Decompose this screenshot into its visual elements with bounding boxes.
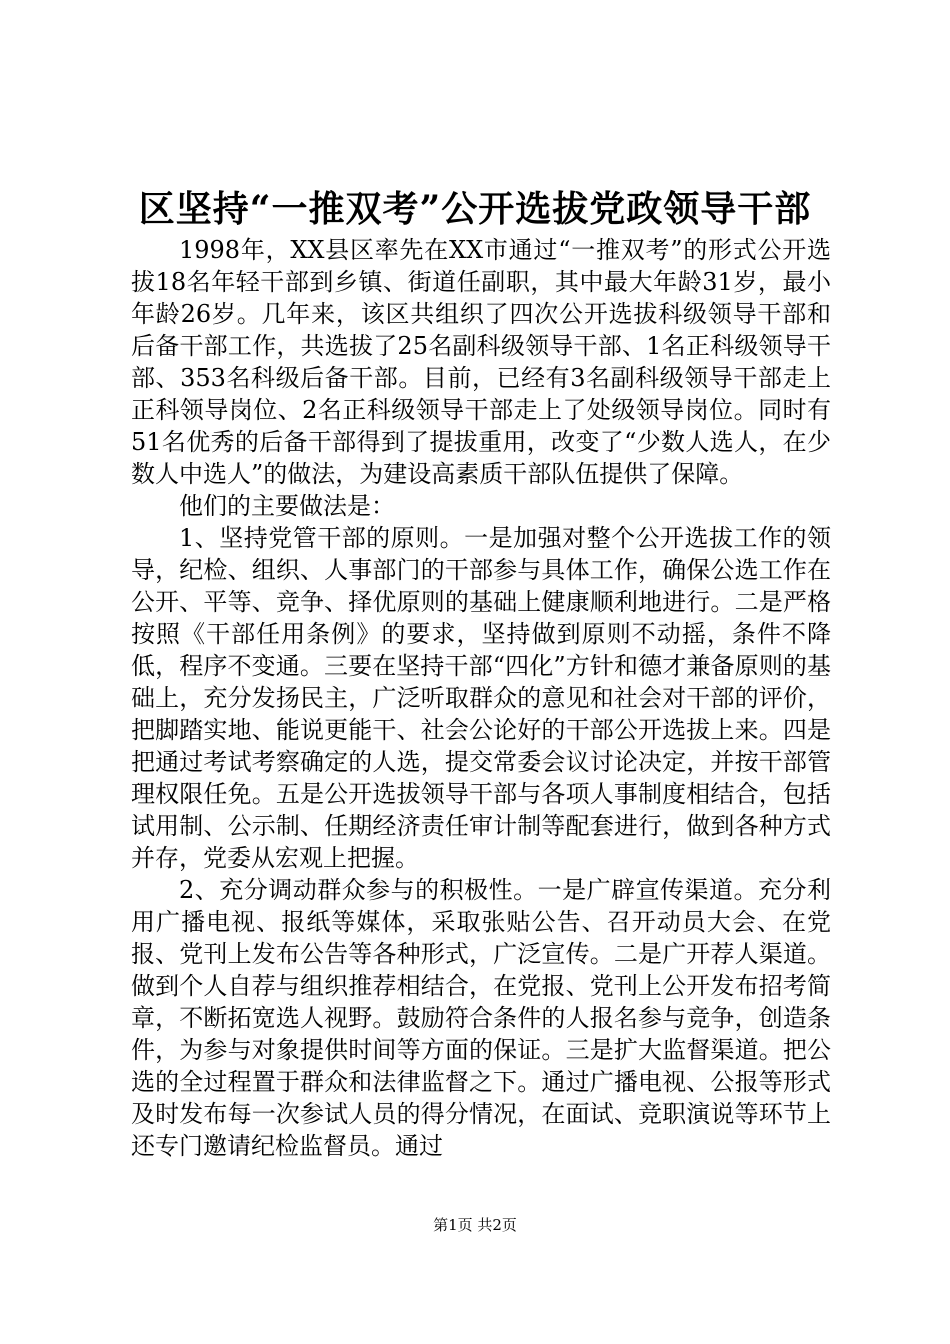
paragraph-intro: 1998年，XX县区率先在XX市通过“一推双考”的形式公开选拔18名年轻干部到乡镇、街道任副职，其中最大年龄31岁，最小年龄26岁。几年来，该区共组织了四次公开选拔科级领导干部和后备干部工作，共选拔了25名副科级领导干部、1名正科级领导干部、353名科级后备干部。目前，已经有3名副科级领导干部走上正科领导岗位、2名正科级领导干部走上了处级领导岗位。同时有51名优秀的后备干部得到了提拔重用，改变了“少数人选人，在少数人中选人”的做法，为建设高素质干部队伍提供了保障。 bbox=[131, 236, 831, 488]
paragraph-point-1: 1、坚持党管干部的原则。一是加强对整个公开选拔工作的领导，纪检、组织、人事部门的干部参与具体工作，确保公选工作在公开、平等、竞争、择优原则的基础上健康顺利地进行。二是严格按照《干部任用条例》的要求，坚持做到原则不动摇，条件不降低，程序不变通。三要在坚持干部“四化”方针和德才兼备原则的基础上，充分发扬民主，广泛听取群众的意见和社会对干部的评价，把脚踏实地、能说更能干、社会公论好的干部公开选拔上来。四是把通过考试考察确定的人选，提交常委会议讨论决定，并按干部管理权限任免。五是公开选拔领导干部与各项人事制度相结合，包括试用制、公示制、任期经济责任审计制等配套进行，做到各种方式并存，党委从宏观上把握。 bbox=[131, 524, 831, 872]
document-title: 区坚持“一推双考”公开选拔党政领导干部 bbox=[138, 188, 812, 230]
page-number-footer: 第1页 共2页 bbox=[433, 1216, 517, 1234]
document-body bbox=[131, 234, 831, 1162]
paragraph-point-2: 2、充分调动群众参与的积极性。一是广辟宣传渠道。充分利用广播电视、报纸等媒体，采取张贴公告、召开动员大会、在党报、党刊上发布公告等各种形式，广泛宣传。二是广开荐人渠道。做到个人自荐与组织推荐相结合，在党报、党刊上公开发布招考简章，不断拓宽选人视野。鼓励符合条件的人报名参与竞争，创造条件，为参与对象提供时间等方面的保证。三是扩大监督渠道。把公选的全过程置于群众和法律监督之下。通过广播电视、公报等形式及时发布每一次参试人员的得分情况，在面试、竞职演说等环节上还专门邀请纪检监督员。通过 bbox=[131, 876, 831, 1160]
paragraph-lead-in: 他们的主要做法是： bbox=[179, 492, 395, 520]
